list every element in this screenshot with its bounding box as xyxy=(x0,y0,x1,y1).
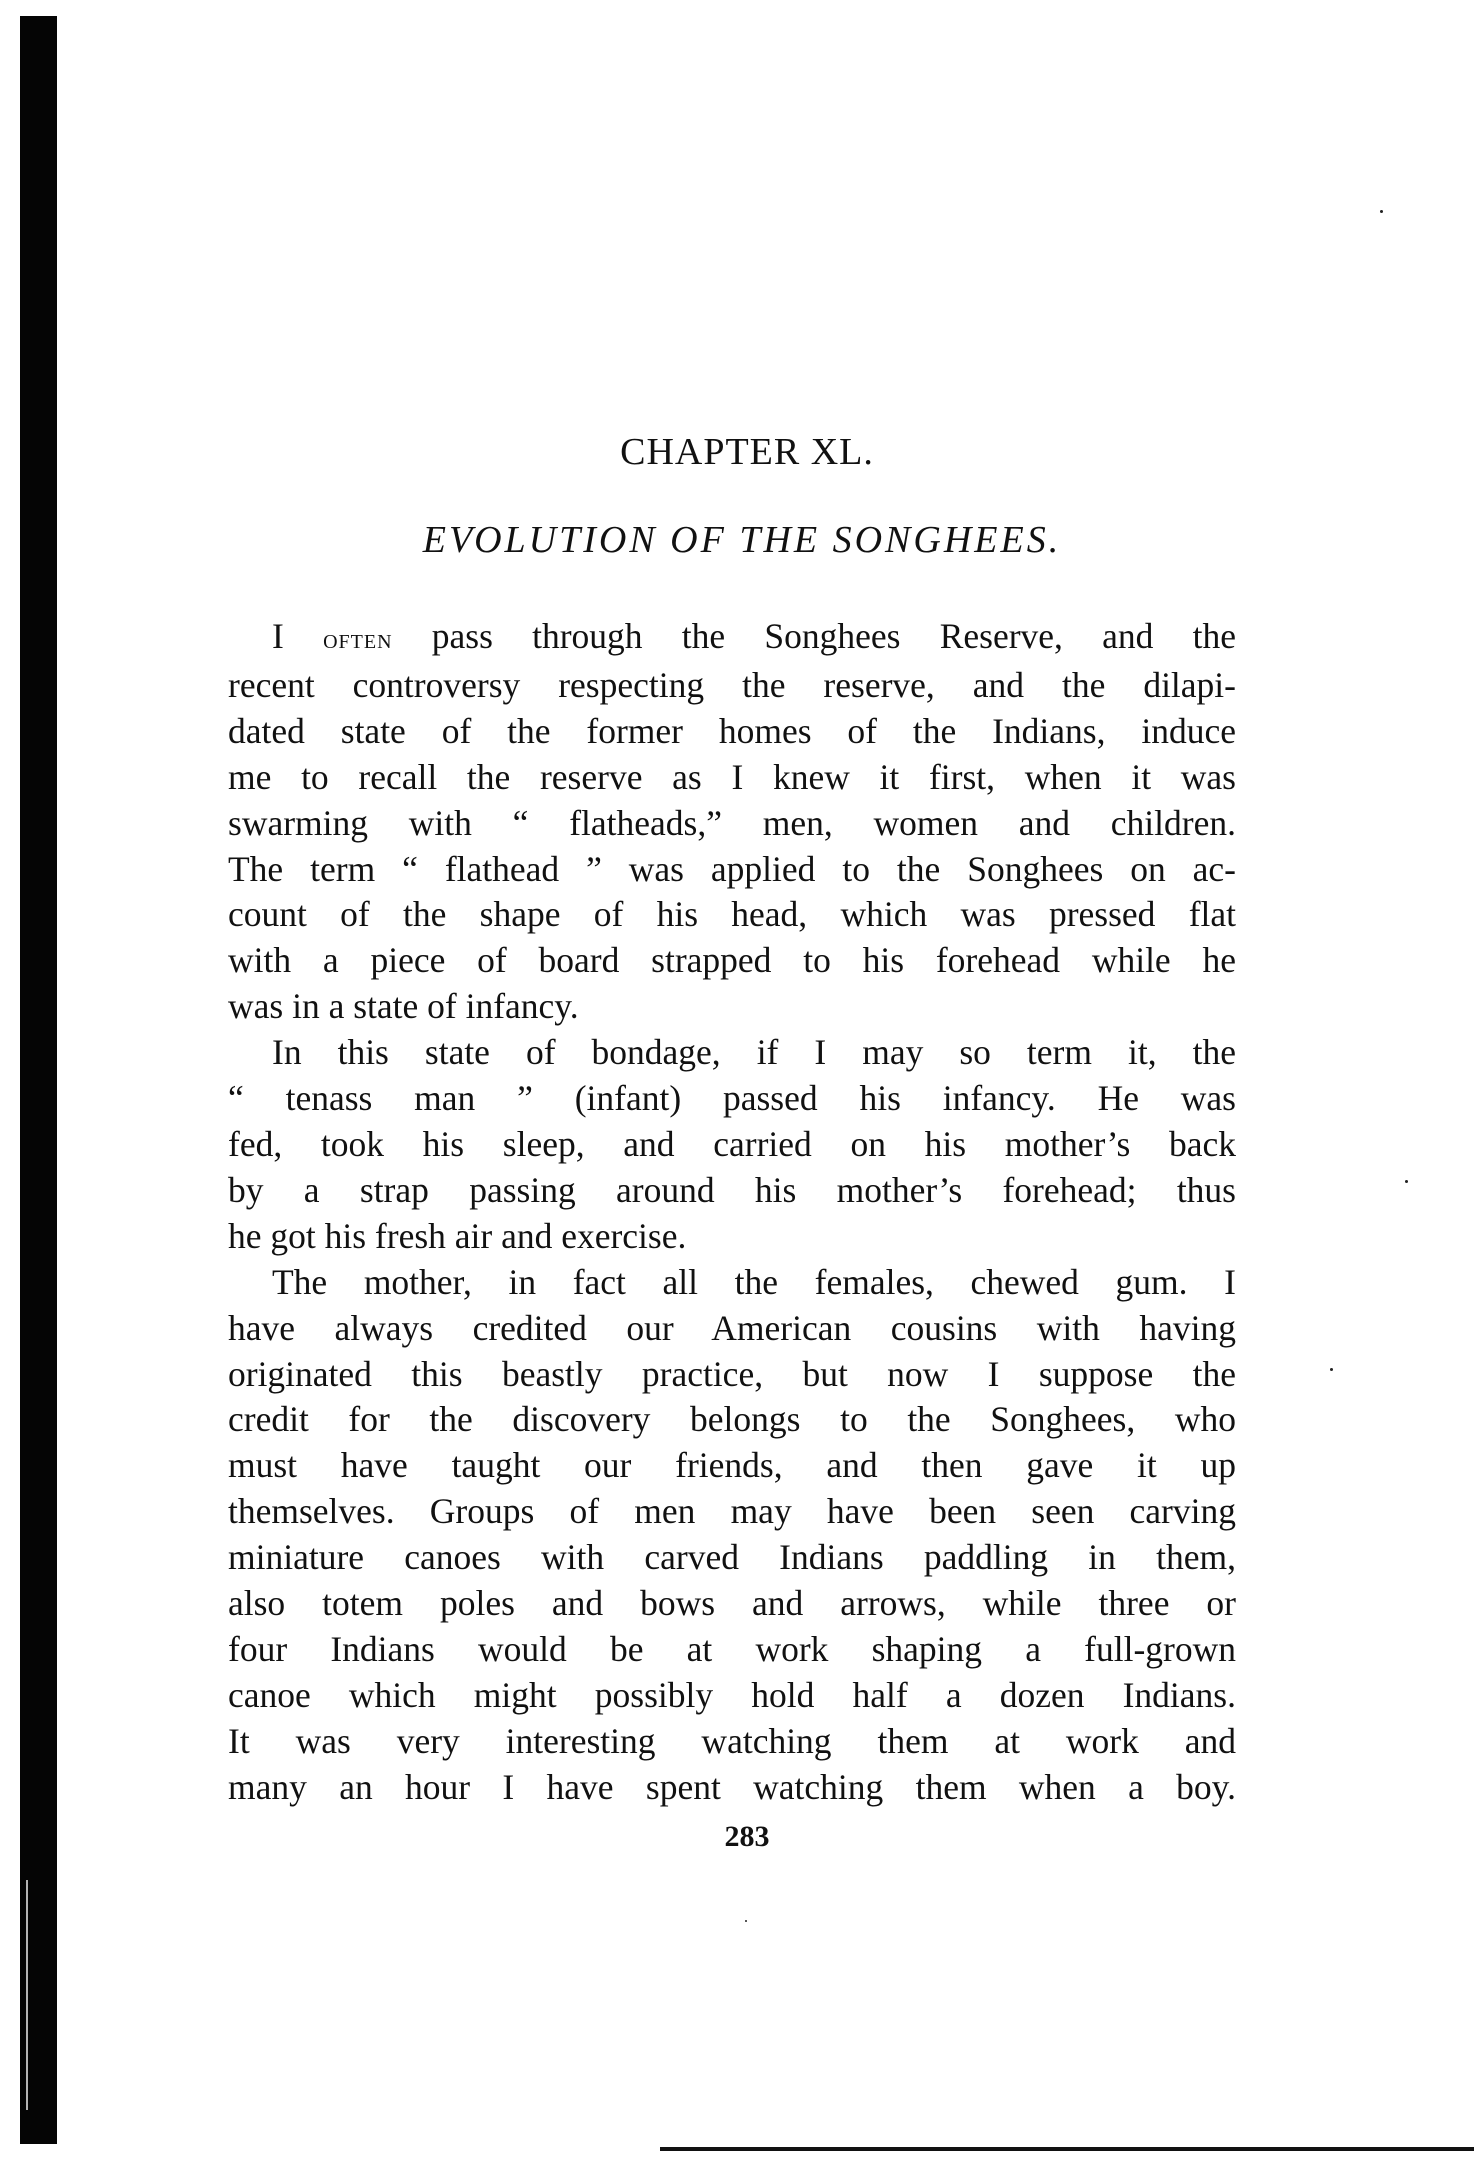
text-line: In this state of bondage, if I may so term it, the xyxy=(272,1032,1236,1073)
paragraph-1 xyxy=(228,614,1236,1030)
text-line: he got his fresh air and exercise. xyxy=(228,1215,687,1256)
text-line: must have taught our friends, and then gave it up xyxy=(228,1445,1236,1486)
text-line: fed, took his sleep, and carried on his mother’s back xyxy=(228,1123,1236,1164)
scan-speck xyxy=(1380,210,1383,213)
scan-speck xyxy=(745,1920,747,1922)
paragraph-3 xyxy=(228,1260,1236,1811)
bottom-rule xyxy=(660,2147,1474,2151)
text-line: by a strap passing around his mother’s forehead; thus xyxy=(228,1169,1236,1210)
scan-speck xyxy=(1405,1180,1408,1183)
text-line: It was very interesting watching them at work and xyxy=(228,1720,1236,1761)
text-line: recent controversy respecting the reserve, and the dilapi- xyxy=(228,664,1236,705)
text-line: four Indians would be at work shaping a full-grown xyxy=(228,1628,1236,1669)
page-number: 283 xyxy=(724,1820,770,1853)
text-line: I often pass through the Songhees Reserve, and the xyxy=(272,616,1236,656)
binding-edge-highlight xyxy=(26,1880,28,2110)
text-line: The mother, in fact all the females, chewed gum. I xyxy=(272,1261,1236,1302)
chapter-number: CHAPTER XL. xyxy=(620,431,874,473)
text-line: miniature canoes with carved Indians paddling in them, xyxy=(228,1537,1236,1578)
text-line: was in a state of infancy. xyxy=(228,986,579,1027)
text-line: themselves. Groups of men may have been seen carving xyxy=(228,1491,1236,1532)
text-line: canoe which might possibly hold half a dozen Indians. xyxy=(228,1674,1236,1715)
text-line: credit for the discovery belongs to the Songhees, who xyxy=(228,1399,1236,1440)
opening-letter: I xyxy=(272,616,284,656)
text-line: with a piece of board strapped to his forehead while he xyxy=(228,940,1236,981)
text-line: The term “ flathead ” was applied to the Songhees on ac- xyxy=(228,848,1236,889)
text-line: have always credited our American cousins with having xyxy=(228,1307,1236,1348)
chapter-title: EVOLUTION OF THE SONGHEES. xyxy=(422,519,1062,561)
text-line: dated state of the former homes of the Indians, induce xyxy=(228,710,1236,751)
opening-smallcaps: often xyxy=(323,623,393,655)
scan-speck xyxy=(1330,1368,1333,1371)
text-line: swarming with “ flatheads,” men, women and children. xyxy=(228,802,1236,843)
text-line: me to recall the reserve as I knew it first, when it was xyxy=(228,756,1236,797)
text-line: originated this beastly practice, but now I suppose the xyxy=(228,1353,1236,1394)
text-line: also totem poles and bows and arrows, while three or xyxy=(228,1583,1236,1624)
body-text xyxy=(228,614,1236,1811)
text-line: count of the shape of his head, which was pressed flat xyxy=(228,894,1236,935)
paragraph-2 xyxy=(228,1030,1236,1260)
text-line: “ tenass man ” (infant) passed his infancy. He was xyxy=(228,1078,1236,1119)
text-line: many an hour I have spent watching them when a boy. xyxy=(228,1766,1236,1807)
